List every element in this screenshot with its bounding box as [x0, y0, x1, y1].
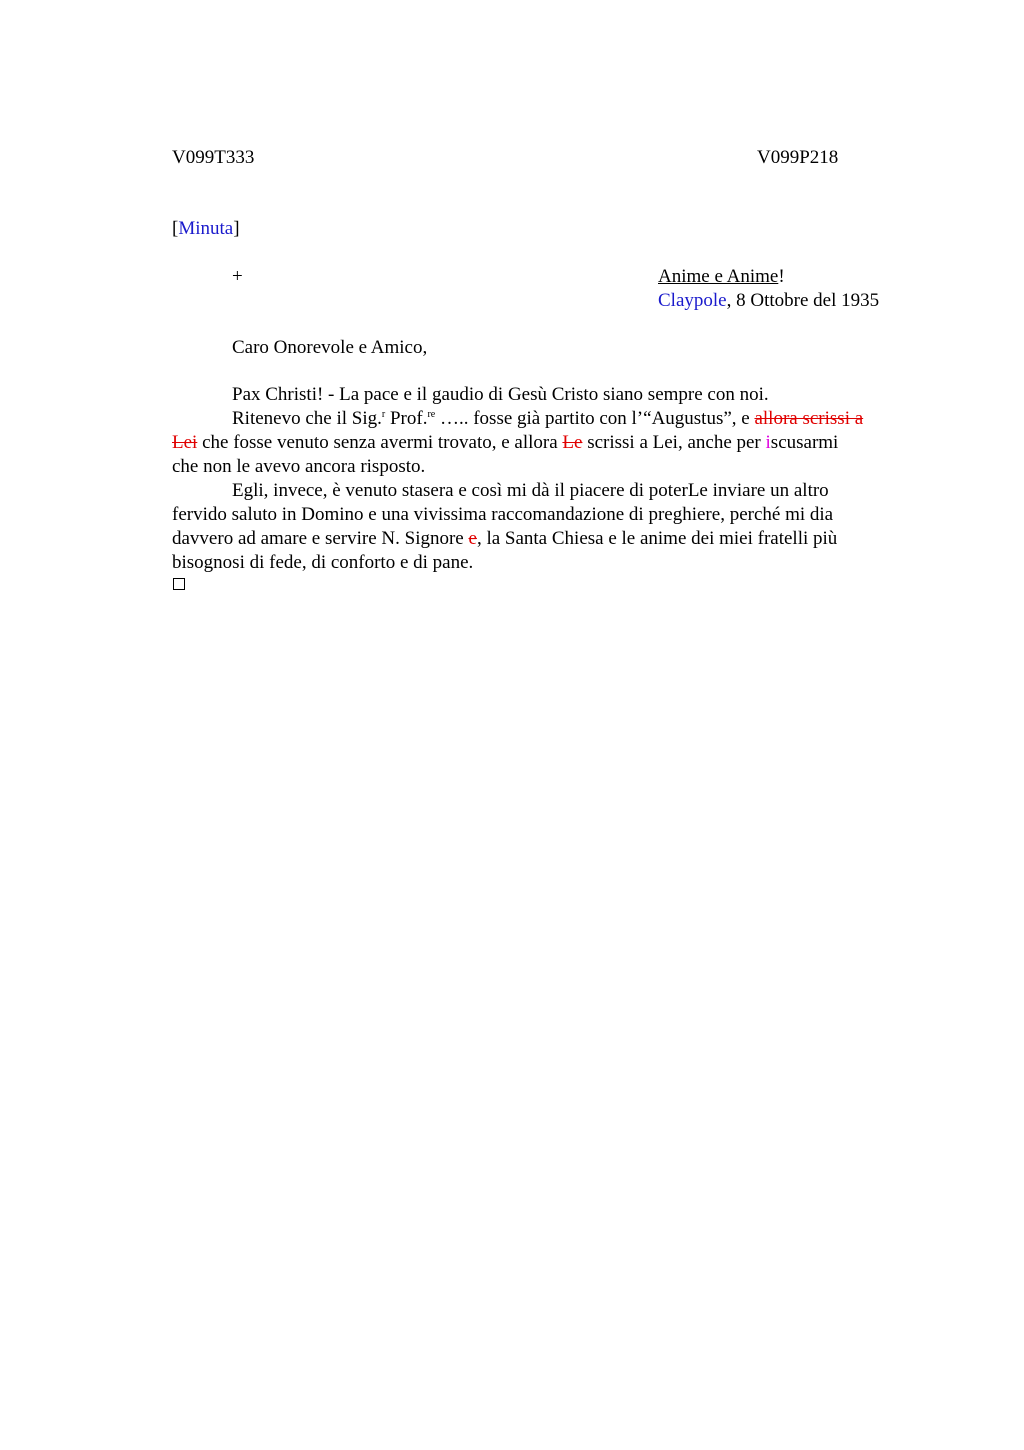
paragraph-3-line-3: davvero ad amare e servire N. Signore e, la Santa Chiesa e le anime dei miei fratelli più: [172, 528, 838, 549]
paragraph-1: Pax Christi! - La pace e il gaudio di Gesù Cristo siano sempre con noi.: [232, 384, 769, 405]
place-date: [658, 289, 879, 313]
cross-mark: +: [232, 266, 243, 287]
paragraph-2-line-3: che non le avevo ancora risposto.: [172, 456, 426, 477]
paragraph-3-line-1: Egli, invece, è venuto stasera e così mi dà il piacere di poterLe inviare un altro: [232, 480, 829, 501]
minuta-label: [Minuta]: [172, 218, 240, 239]
salutation: Caro Onorevole e Amico,: [232, 337, 428, 358]
paragraph-2-line-2: Lei che fosse venuto senza avermi trovato, e allora Le scrissi a Lei, anche per iscusarmi: [172, 432, 839, 453]
inserted-letter: i: [765, 432, 771, 453]
deleted-text: e: [468, 528, 477, 549]
document-code-left: V099T333: [172, 147, 255, 168]
paragraph-3-line-2: fervido saluto in Domino e una vivissima raccomandazione di preghiere, perché mi dia: [172, 504, 834, 525]
date-text: , 8 Ottobre del 1935: [726, 290, 880, 311]
motto-underlined: Anime e Anime: [658, 266, 779, 287]
paragraph-2-line-1: Ritenevo che il Sig.$^r$ Prof.$^{re}$ ….. fosse già partito con l’“Augustus”, e allora scrissi a: [232, 408, 864, 429]
deleted-text: Le: [562, 432, 583, 453]
deleted-text: allora scrissi a: [754, 408, 864, 429]
motto: Anime e Anime!: [658, 266, 785, 287]
paragraph-3-line-4: bisognosi di fede, di conforto e di pane.: [172, 552, 474, 573]
letter-body: [172, 383, 932, 575]
end-square-mark: [173, 578, 185, 590]
minuta-text: Minuta: [178, 218, 234, 239]
document-code-right: V099P218: [757, 147, 839, 168]
place-name: Claypole: [658, 290, 727, 311]
deleted-text: Lei: [172, 432, 198, 453]
